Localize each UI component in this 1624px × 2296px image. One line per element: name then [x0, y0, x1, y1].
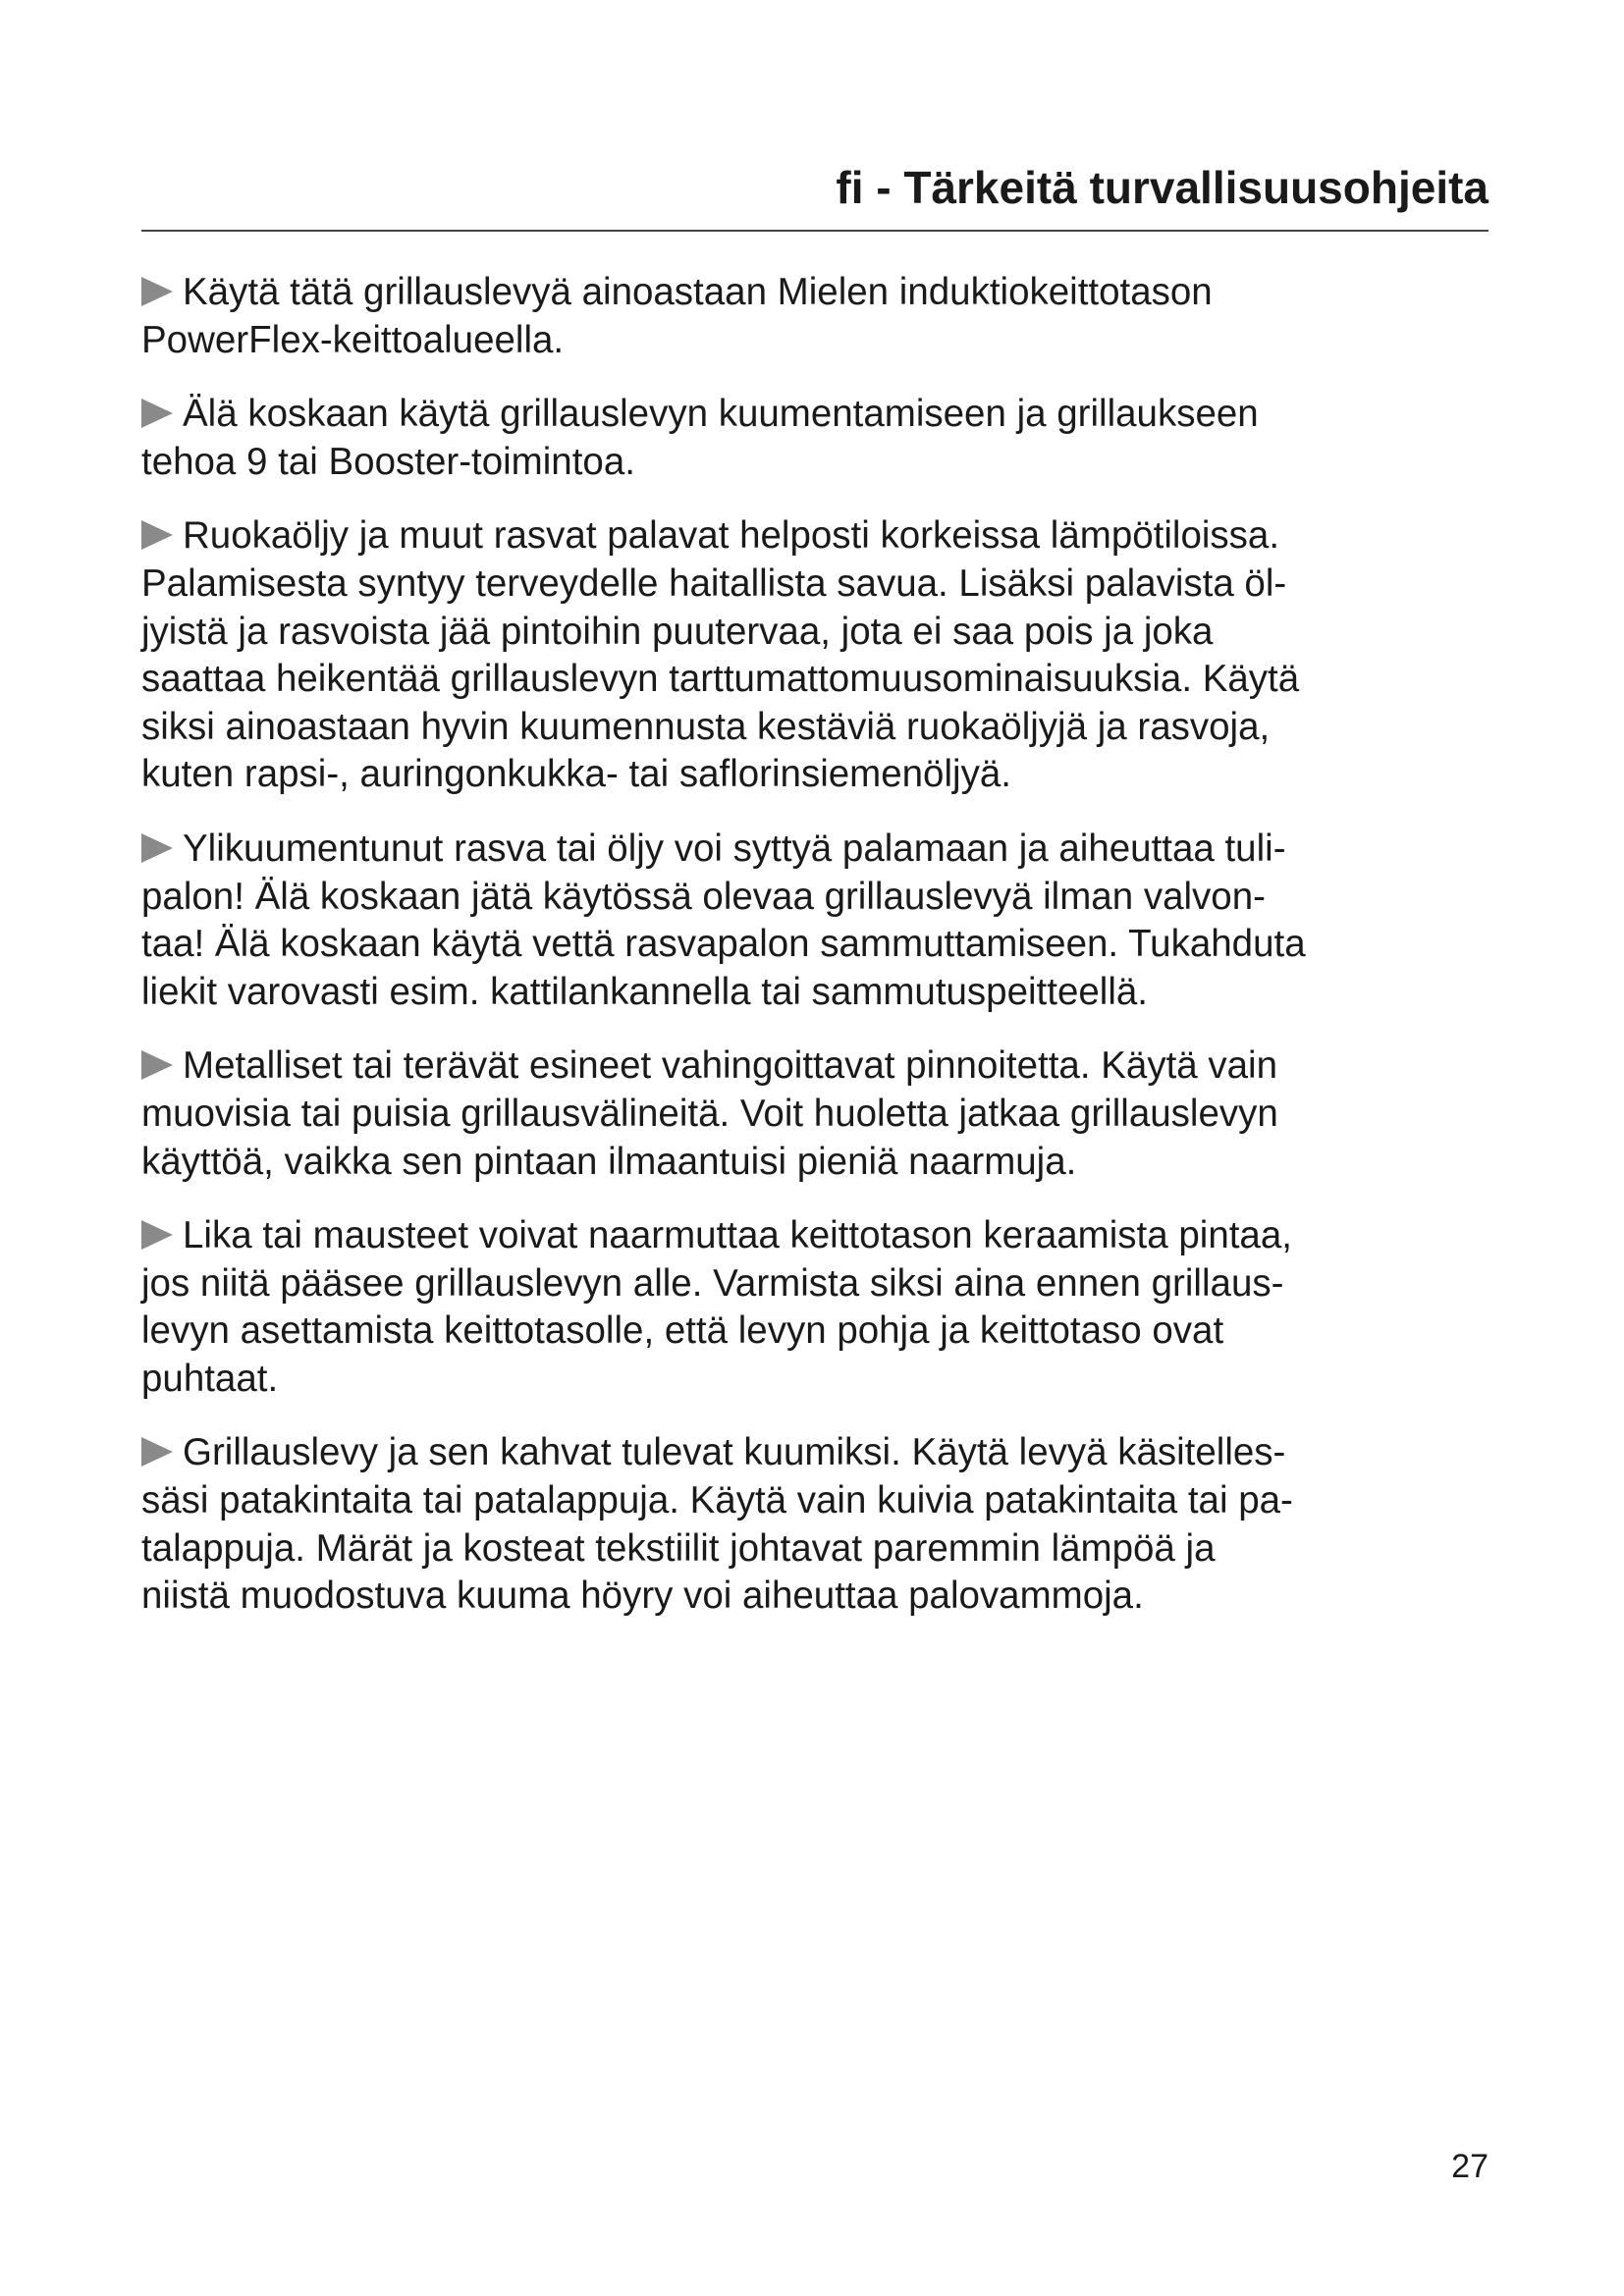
instruction-line-first — [141, 1042, 1506, 1091]
instruction-line: jyistä ja rasvoista jää pintoihin puutervaa, jota ei saa pois ja joka — [141, 610, 1214, 653]
triangle-bullet-icon — [141, 1220, 173, 1250]
instruction-line-first — [141, 1429, 1506, 1477]
page-header — [141, 153, 1489, 232]
instruction-line: muovisia tai puisia grillausvälineitä. Voit huoletta jatkaa grillauslevyn — [141, 1092, 1278, 1135]
instruction-item — [141, 1042, 1506, 1186]
instruction-line: käyttöä, vaikka sen pintaan ilmaantuisi pieniä naarmuja. — [141, 1140, 1077, 1183]
instruction-line: palon! Älä koskaan jätä käytössä olevaa grillauslevyä ilman valvon- — [141, 875, 1266, 918]
instruction-line: siksi ainoastaan hyvin kuumennusta kestäviä ruokaöljyjä ja rasvoja, — [141, 705, 1271, 748]
instruction-text: Grillauslevy ja sen kahvat tulevat kuumiksi. Käytä levyä käsitelles- — [183, 1431, 1286, 1474]
instruction-line-first — [141, 512, 1506, 561]
instruction-line: PowerFlex-keittoalueella. — [141, 318, 565, 361]
instruction-line: liekit varovasti esim. kattilankannella tai sammutuspeitteellä. — [141, 970, 1148, 1013]
instruction-text: Älä koskaan käytä grillauslevyn kuumentamiseen ja grillaukseen — [183, 393, 1259, 436]
triangle-bullet-icon — [141, 833, 173, 863]
instruction-line: puhtaat. — [141, 1357, 279, 1400]
safety-instructions — [141, 269, 1506, 1647]
instruction-line: talappuja. Märät ja kosteat tekstiilit johtavat paremmin lämpöä ja — [141, 1526, 1216, 1570]
instruction-line-first — [141, 391, 1506, 439]
instruction-line: Palamisesta syntyy terveydelle haitallista savua. Lisäksi palavista öl- — [141, 561, 1287, 605]
instruction-text: Lika tai mausteet voivat naarmuttaa keittotason keraamista pintaa, — [183, 1214, 1292, 1257]
instruction-item — [141, 1429, 1506, 1620]
instruction-line: saattaa heikentää grillauslevyn tarttumattomuusominaisuuksia. Käytä — [141, 658, 1300, 701]
triangle-bullet-icon — [141, 1437, 173, 1467]
instruction-item — [141, 512, 1506, 799]
instruction-line: säsi patakintaita tai patalappuja. Käytä vain kuivia patakintaita tai pa- — [141, 1479, 1293, 1522]
triangle-bullet-icon — [141, 520, 173, 550]
instruction-text: Ruokaöljy ja muut rasvat palavat helposti korkeissa lämpötiloissa. — [183, 514, 1280, 558]
instruction-line: tehoa 9 tai Booster-toimintoa. — [141, 440, 635, 483]
instruction-item — [141, 1212, 1506, 1403]
page-number: 27 — [1451, 2148, 1489, 2185]
instruction-text: Ylikuumentunut rasva tai öljy voi syttyä palamaan ja aiheuttaa tuli- — [183, 827, 1286, 870]
instruction-line: kuten rapsi-, auringonkukka- tai saflorinsiemenöljyä. — [141, 753, 1011, 796]
instruction-text: Käytä tätä grillauslevyä ainoastaan Mielen induktiokeittotason — [183, 271, 1213, 313]
instruction-line-first — [141, 826, 1506, 874]
instruction-item — [141, 269, 1506, 364]
instruction-line: jos niitä pääsee grillauslevyn alle. Varmista siksi aina ennen grillaus- — [141, 1261, 1284, 1305]
instruction-item — [141, 391, 1506, 486]
instruction-line-first — [141, 269, 1506, 317]
triangle-bullet-icon — [141, 277, 173, 306]
instruction-line: levyn asettamista keittotasolle, että levyn pohja ja keittotaso ovat — [141, 1309, 1224, 1353]
instruction-text: Metalliset tai terävät esineet vahingoittavat pinnoitetta. Käytä vain — [183, 1044, 1278, 1088]
triangle-bullet-icon — [141, 1050, 173, 1080]
instruction-line: taa! Älä koskaan käytä vettä rasvapalon sammuttamiseen. Tukahduta — [141, 923, 1306, 966]
instruction-line-first — [141, 1212, 1506, 1260]
triangle-bullet-icon — [141, 399, 173, 428]
page-title: fi - Tärkeitä turvallisuusohjeita — [836, 162, 1489, 213]
instruction-item — [141, 826, 1506, 1016]
instruction-line: niistä muodostuva kuuma höyry voi aiheuttaa palovammoja. — [141, 1575, 1144, 1618]
